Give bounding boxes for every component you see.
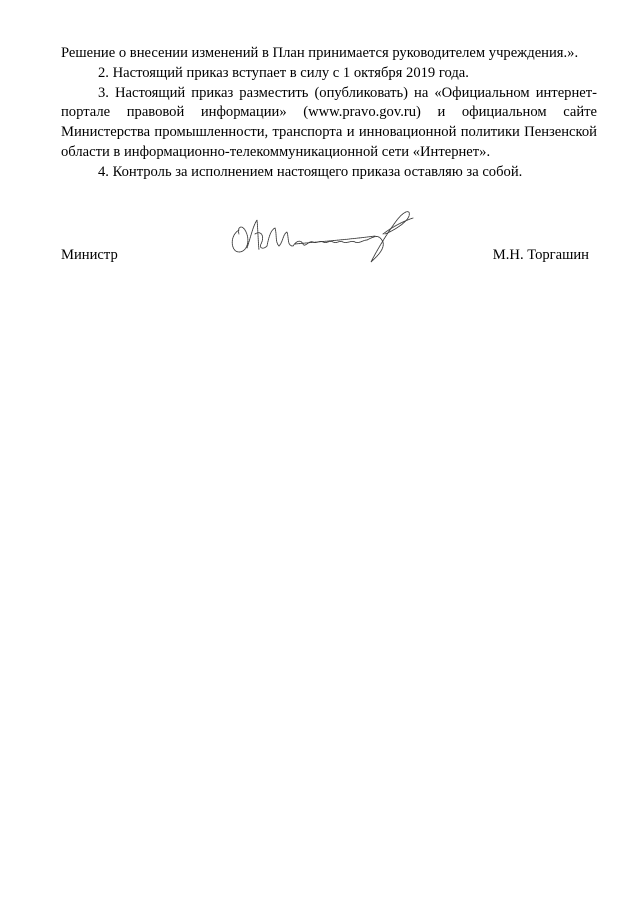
document-body: [61, 44, 597, 183]
paragraph-effective-date: 2. Настоящий приказ вступает в силу с 1 октября 2019 года.: [98, 64, 469, 81]
paragraph-publication: 3. Настоящий приказ разместить (опубликовать) на «Официальном интернет-портале правовой информации» (www.pravo.gov.ru) и официальном сайте Министерства промышленности, транспорта и инновационной политики Пензенской области в информационно-телекоммуникационной сети «Интернет».: [61, 84, 597, 160]
position-title: Министр: [61, 247, 118, 263]
paragraph-control: 4. Контроль за исполнением настоящего приказа оставляю за собой.: [98, 163, 523, 180]
paragraph-plan-decision: Решение о внесении изменений в План принимается руководителем учреждения.».: [61, 45, 579, 61]
signer-name: М.Н. Торгашин: [492, 247, 589, 263]
signature-block: [61, 200, 597, 280]
handwritten-signature-icon: [225, 200, 415, 270]
